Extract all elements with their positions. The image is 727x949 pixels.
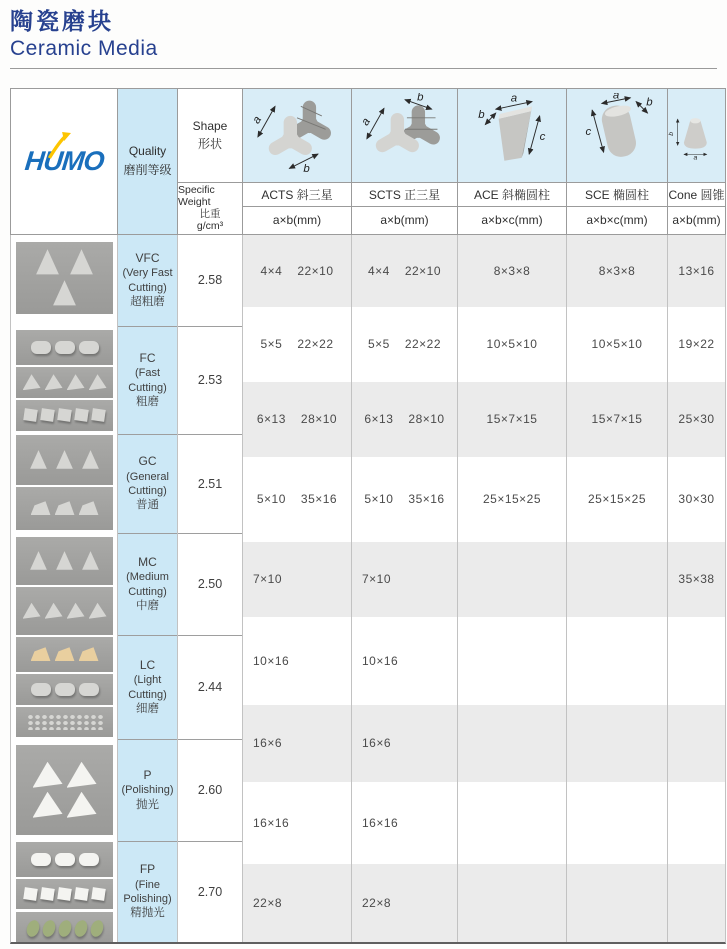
product-photo-cylinders (16, 674, 113, 705)
quality-code: GC (138, 454, 157, 469)
specific-weight-value: 2.60 (178, 740, 242, 842)
logo-text: HUMO (23, 145, 105, 176)
size-cell (458, 782, 566, 864)
quality-zh: 精抛光 (130, 907, 165, 920)
size-cell (243, 382, 351, 457)
size-cell (243, 307, 351, 382)
column-unit-scts: a×b(mm) (352, 207, 457, 234)
media-shape-glyph (31, 683, 51, 696)
media-shape-glyph (28, 450, 50, 470)
table-body (10, 235, 726, 944)
scts-diagram-cell (352, 89, 457, 182)
quality-row-gc (118, 435, 177, 534)
size-cell (567, 617, 667, 705)
size-cell (567, 382, 667, 457)
media-shape-glyph (31, 501, 51, 515)
media-shape-glyph (79, 341, 99, 354)
media-shape-glyph (45, 603, 63, 619)
acts-shape-diagram (249, 93, 345, 177)
media-shape-glyph (57, 408, 72, 422)
quality-row-vfc (118, 235, 177, 327)
column-name-ace: ACE 斜椭圆柱 (458, 183, 566, 206)
media-shape-glyph (79, 853, 99, 866)
size-cell (243, 457, 351, 542)
size-value: 4×4 (260, 263, 283, 278)
quality-row-fp (118, 842, 177, 942)
column-unit-sce: a×b×c(mm) (567, 207, 667, 234)
quality-en: (Polishing) (121, 784, 174, 797)
specific-weight-column (178, 235, 242, 942)
size-value: 5×10 (364, 492, 394, 507)
product-photo-cones (16, 537, 113, 585)
quality-zh: 中磨 (136, 599, 159, 612)
size-cell (352, 307, 457, 382)
size-value: 5×5 (367, 337, 390, 352)
media-shape-glyph (31, 647, 51, 661)
size-value: 22×8 (253, 895, 283, 910)
size-cell (567, 235, 667, 307)
size-value: 22×22 (404, 337, 442, 352)
media-shape-glyph (23, 887, 38, 901)
svg-text:a: a (358, 116, 373, 129)
media-shape-glyph (74, 887, 89, 901)
size-value: 19×22 (678, 337, 715, 352)
product-photo-pyramids-large (16, 745, 113, 835)
size-cell (458, 457, 566, 542)
size-column-ace (458, 235, 566, 942)
product-photo-cylinders (16, 842, 113, 877)
media-shape-glyph (40, 887, 55, 901)
size-cell (352, 617, 457, 705)
media-shape-glyph (54, 551, 76, 571)
size-cell (668, 617, 725, 705)
page-header (10, 8, 717, 69)
size-column-acts (243, 235, 351, 942)
quality-column (118, 235, 177, 942)
size-value: 16×6 (362, 736, 392, 751)
quality-code: MC (138, 554, 157, 569)
specific-weight-value: 2.51 (178, 435, 242, 534)
specific-weight-value: 2.44 (178, 636, 242, 740)
column-unit-cone: a×b(mm) (668, 207, 725, 234)
size-value: 16×16 (362, 815, 399, 830)
size-cell (567, 457, 667, 542)
media-shape-glyph (57, 887, 72, 901)
media-shape-glyph (67, 792, 97, 818)
size-cell (352, 705, 457, 782)
size-value: 35×38 (678, 572, 715, 587)
quality-zh: 粗磨 (136, 395, 159, 408)
media-shape-glyph (67, 249, 97, 276)
media-shape-glyph (50, 280, 80, 307)
table-header (10, 88, 726, 235)
size-cell (567, 307, 667, 382)
media-shape-glyph (27, 714, 103, 730)
quality-en: (Fine Polishing) (123, 878, 172, 906)
media-shape-glyph (72, 918, 89, 938)
media-shape-glyph (89, 603, 107, 619)
size-cell (458, 382, 566, 457)
size-value: 13×16 (678, 263, 715, 278)
media-shape-glyph (91, 408, 106, 422)
size-cell (458, 705, 566, 782)
media-shape-glyph (79, 501, 99, 515)
size-value: 8×3×8 (493, 263, 531, 278)
size-value: 10×16 (253, 653, 290, 668)
size-value: 15×7×15 (591, 412, 643, 427)
cone-diagram-cell (668, 89, 725, 182)
size-cell (668, 705, 725, 782)
svg-text:a: a (250, 114, 265, 127)
quality-row-mc (118, 534, 177, 636)
media-shape-glyph (23, 374, 41, 390)
size-cell (243, 782, 351, 864)
product-photo-granules (16, 707, 113, 737)
media-shape-glyph (40, 918, 57, 938)
media-shape-glyph (80, 450, 102, 470)
product-photo-pyramids (16, 587, 113, 635)
weight-header-zh: 比重 (199, 208, 221, 221)
size-value: 6×13 (364, 412, 394, 427)
media-shape-glyph (45, 374, 63, 390)
shape-header-zh: 形状 (197, 136, 222, 151)
media-shape-glyph (24, 918, 41, 938)
product-photo-pebbles (16, 912, 113, 942)
media-shape-glyph (55, 853, 75, 866)
product-photo-cubes (16, 400, 113, 431)
product-photo-cones (16, 435, 113, 485)
quality-zh: 细磨 (136, 702, 159, 715)
media-shape-glyph (74, 408, 89, 422)
media-shape-glyph (80, 551, 102, 571)
specific-weight-value: 2.70 (178, 842, 242, 942)
ace-shape-diagram (464, 93, 560, 177)
size-value: 25×15×25 (587, 492, 647, 507)
size-column-cone (668, 235, 725, 942)
media-shape-glyph (31, 341, 51, 354)
cone-shape-diagram (668, 93, 725, 177)
size-value: 30×30 (678, 492, 715, 507)
quality-en: (General Cutting) (126, 470, 169, 498)
quality-code: LC (139, 657, 156, 672)
size-cell (458, 235, 566, 307)
size-value: 15×7×15 (486, 412, 538, 427)
svg-text:b: b (668, 132, 676, 137)
size-cell (668, 782, 725, 864)
size-value: 10×16 (362, 653, 399, 668)
quality-en: (Light Cutting) (128, 674, 167, 701)
scts-shape-diagram (357, 93, 453, 177)
size-value: 22×8 (362, 895, 392, 910)
quality-en: (Very Fast Cutting) (122, 267, 173, 294)
product-photo-cone-large (16, 242, 113, 314)
column-unit-acts: a×b(mm) (243, 207, 351, 234)
media-shape-glyph (56, 918, 73, 938)
svg-text:a: a (612, 93, 620, 102)
product-photo-cubes (16, 879, 113, 909)
quality-row-fc (118, 327, 177, 435)
quality-header-en: Quality (128, 144, 167, 159)
size-cell (458, 542, 566, 617)
size-value: 25×15×25 (482, 492, 542, 507)
column-name-acts: ACTS 斜三星 (243, 183, 351, 206)
quality-zh: 抛光 (136, 798, 159, 811)
size-value: 10×5×10 (591, 337, 643, 352)
size-cell (567, 864, 667, 942)
size-value: 22×22 (297, 337, 334, 352)
media-shape-glyph (33, 792, 63, 818)
size-value: 6×13 (256, 412, 286, 427)
size-value: 5×10 (256, 492, 286, 507)
media-shape-glyph (54, 450, 76, 470)
size-cell (243, 542, 351, 617)
size-cell (567, 782, 667, 864)
svg-text:a: a (510, 93, 518, 105)
size-value: 7×10 (362, 572, 392, 587)
media-shape-glyph (23, 408, 38, 422)
size-value: 16×16 (253, 815, 290, 830)
media-shape-glyph (55, 647, 75, 661)
size-cell (668, 457, 725, 542)
column-unit-ace: a×b×c(mm) (458, 207, 566, 234)
size-cell (668, 235, 725, 307)
shape-header-en: Shape (192, 118, 228, 133)
media-shape-glyph (79, 683, 99, 696)
size-cell (243, 617, 351, 705)
sce-shape-diagram (569, 93, 665, 177)
media-shape-glyph (88, 918, 105, 938)
size-value: 35×16 (408, 492, 445, 507)
quality-code: FC (139, 350, 156, 365)
sce-diagram-cell (567, 89, 667, 182)
column-name-cone: Cone 圆锥 (668, 183, 725, 206)
specific-weight-value: 2.53 (178, 327, 242, 435)
logo-cell (11, 89, 117, 234)
quality-en: (Fast Cutting) (128, 367, 167, 394)
size-cell (458, 307, 566, 382)
quality-header-zh: 磨削等级 (123, 163, 172, 178)
specific-weight-value: 2.58 (178, 235, 242, 327)
size-value: 22×10 (404, 263, 442, 278)
size-cell (352, 382, 457, 457)
media-shape-glyph (55, 683, 75, 696)
media-shape-glyph (55, 501, 75, 515)
size-cell (352, 542, 457, 617)
size-value: 16×6 (253, 736, 283, 751)
size-cell (668, 864, 725, 942)
product-photo-pyramids (16, 367, 113, 398)
media-shape-glyph (55, 341, 75, 354)
media-shape-glyph (23, 603, 41, 619)
size-cell (567, 542, 667, 617)
quality-en: (Medium Cutting) (126, 571, 169, 598)
weight-header-en: Specific Weight (178, 184, 215, 209)
quality-row-p (118, 740, 177, 842)
media-shape-glyph (91, 887, 106, 901)
ceramic-media-spec-table (10, 88, 726, 944)
product-photo-cylinders (16, 330, 113, 365)
size-value: 28×10 (408, 412, 445, 427)
size-cell (243, 235, 351, 307)
size-value: 8×3×8 (598, 263, 636, 278)
size-cell (352, 864, 457, 942)
media-shape-glyph (28, 551, 50, 571)
size-value: 5×5 (260, 337, 283, 352)
media-shape-glyph (79, 647, 99, 661)
media-shape-glyph (67, 762, 97, 788)
size-cell (567, 705, 667, 782)
svg-text:c: c (585, 126, 592, 139)
size-value: 35×16 (300, 492, 338, 507)
size-value: 7×10 (253, 572, 283, 587)
humo-logo (23, 146, 105, 177)
svg-text:b: b (303, 163, 310, 176)
size-value: 10×5×10 (486, 337, 538, 352)
size-column-sce (567, 235, 667, 942)
column-name-scts: SCTS 正三星 (352, 183, 457, 206)
svg-text:b: b (478, 109, 485, 122)
size-cell (458, 617, 566, 705)
product-photo-wedges (16, 637, 113, 672)
quality-code: FP (139, 862, 156, 877)
quality-code: P (143, 767, 152, 782)
media-shape-glyph (31, 853, 51, 866)
size-value: 22×10 (297, 263, 334, 278)
size-value: 28×10 (300, 412, 338, 427)
size-cell (668, 382, 725, 457)
size-cell (352, 235, 457, 307)
size-cell (668, 542, 725, 617)
product-photos-column (11, 235, 117, 942)
page-title-en: Ceramic Media (10, 36, 158, 60)
quality-code: VFC (135, 250, 160, 265)
size-cell (352, 782, 457, 864)
media-shape-glyph (67, 374, 85, 390)
page-title-zh: 陶瓷磨块 (10, 8, 114, 34)
acts-diagram-cell (243, 89, 351, 182)
quality-row-lc (118, 636, 177, 740)
specific-weight-value: 2.50 (178, 534, 242, 636)
ace-diagram-cell (458, 89, 566, 182)
title-divider (10, 68, 717, 69)
size-value: 25×30 (678, 412, 715, 427)
svg-text:b: b (416, 93, 423, 104)
media-shape-glyph (33, 249, 63, 276)
media-shape-glyph (67, 603, 85, 619)
quality-zh: 普通 (136, 499, 159, 512)
size-cell (352, 457, 457, 542)
size-cell (243, 705, 351, 782)
svg-text:c: c (539, 131, 546, 144)
specific-weight-header (178, 183, 242, 234)
size-cell (243, 864, 351, 942)
svg-text:a: a (693, 154, 698, 162)
logo-arrow-icon (45, 132, 74, 160)
product-photo-wedges (16, 487, 113, 530)
media-shape-glyph (40, 408, 55, 422)
shape-column-header (178, 89, 242, 182)
size-value: 4×4 (367, 263, 390, 278)
size-cell (668, 307, 725, 382)
column-name-sce: SCE 椭圆柱 (567, 183, 667, 206)
media-shape-glyph (33, 762, 63, 788)
weight-header-unit: g/cm³ (196, 220, 224, 233)
quality-column-header (118, 89, 177, 234)
quality-zh: 超粗磨 (130, 295, 165, 308)
svg-text:b: b (646, 96, 653, 109)
size-cell (458, 864, 566, 942)
media-shape-glyph (89, 374, 107, 390)
size-column-scts (352, 235, 457, 942)
